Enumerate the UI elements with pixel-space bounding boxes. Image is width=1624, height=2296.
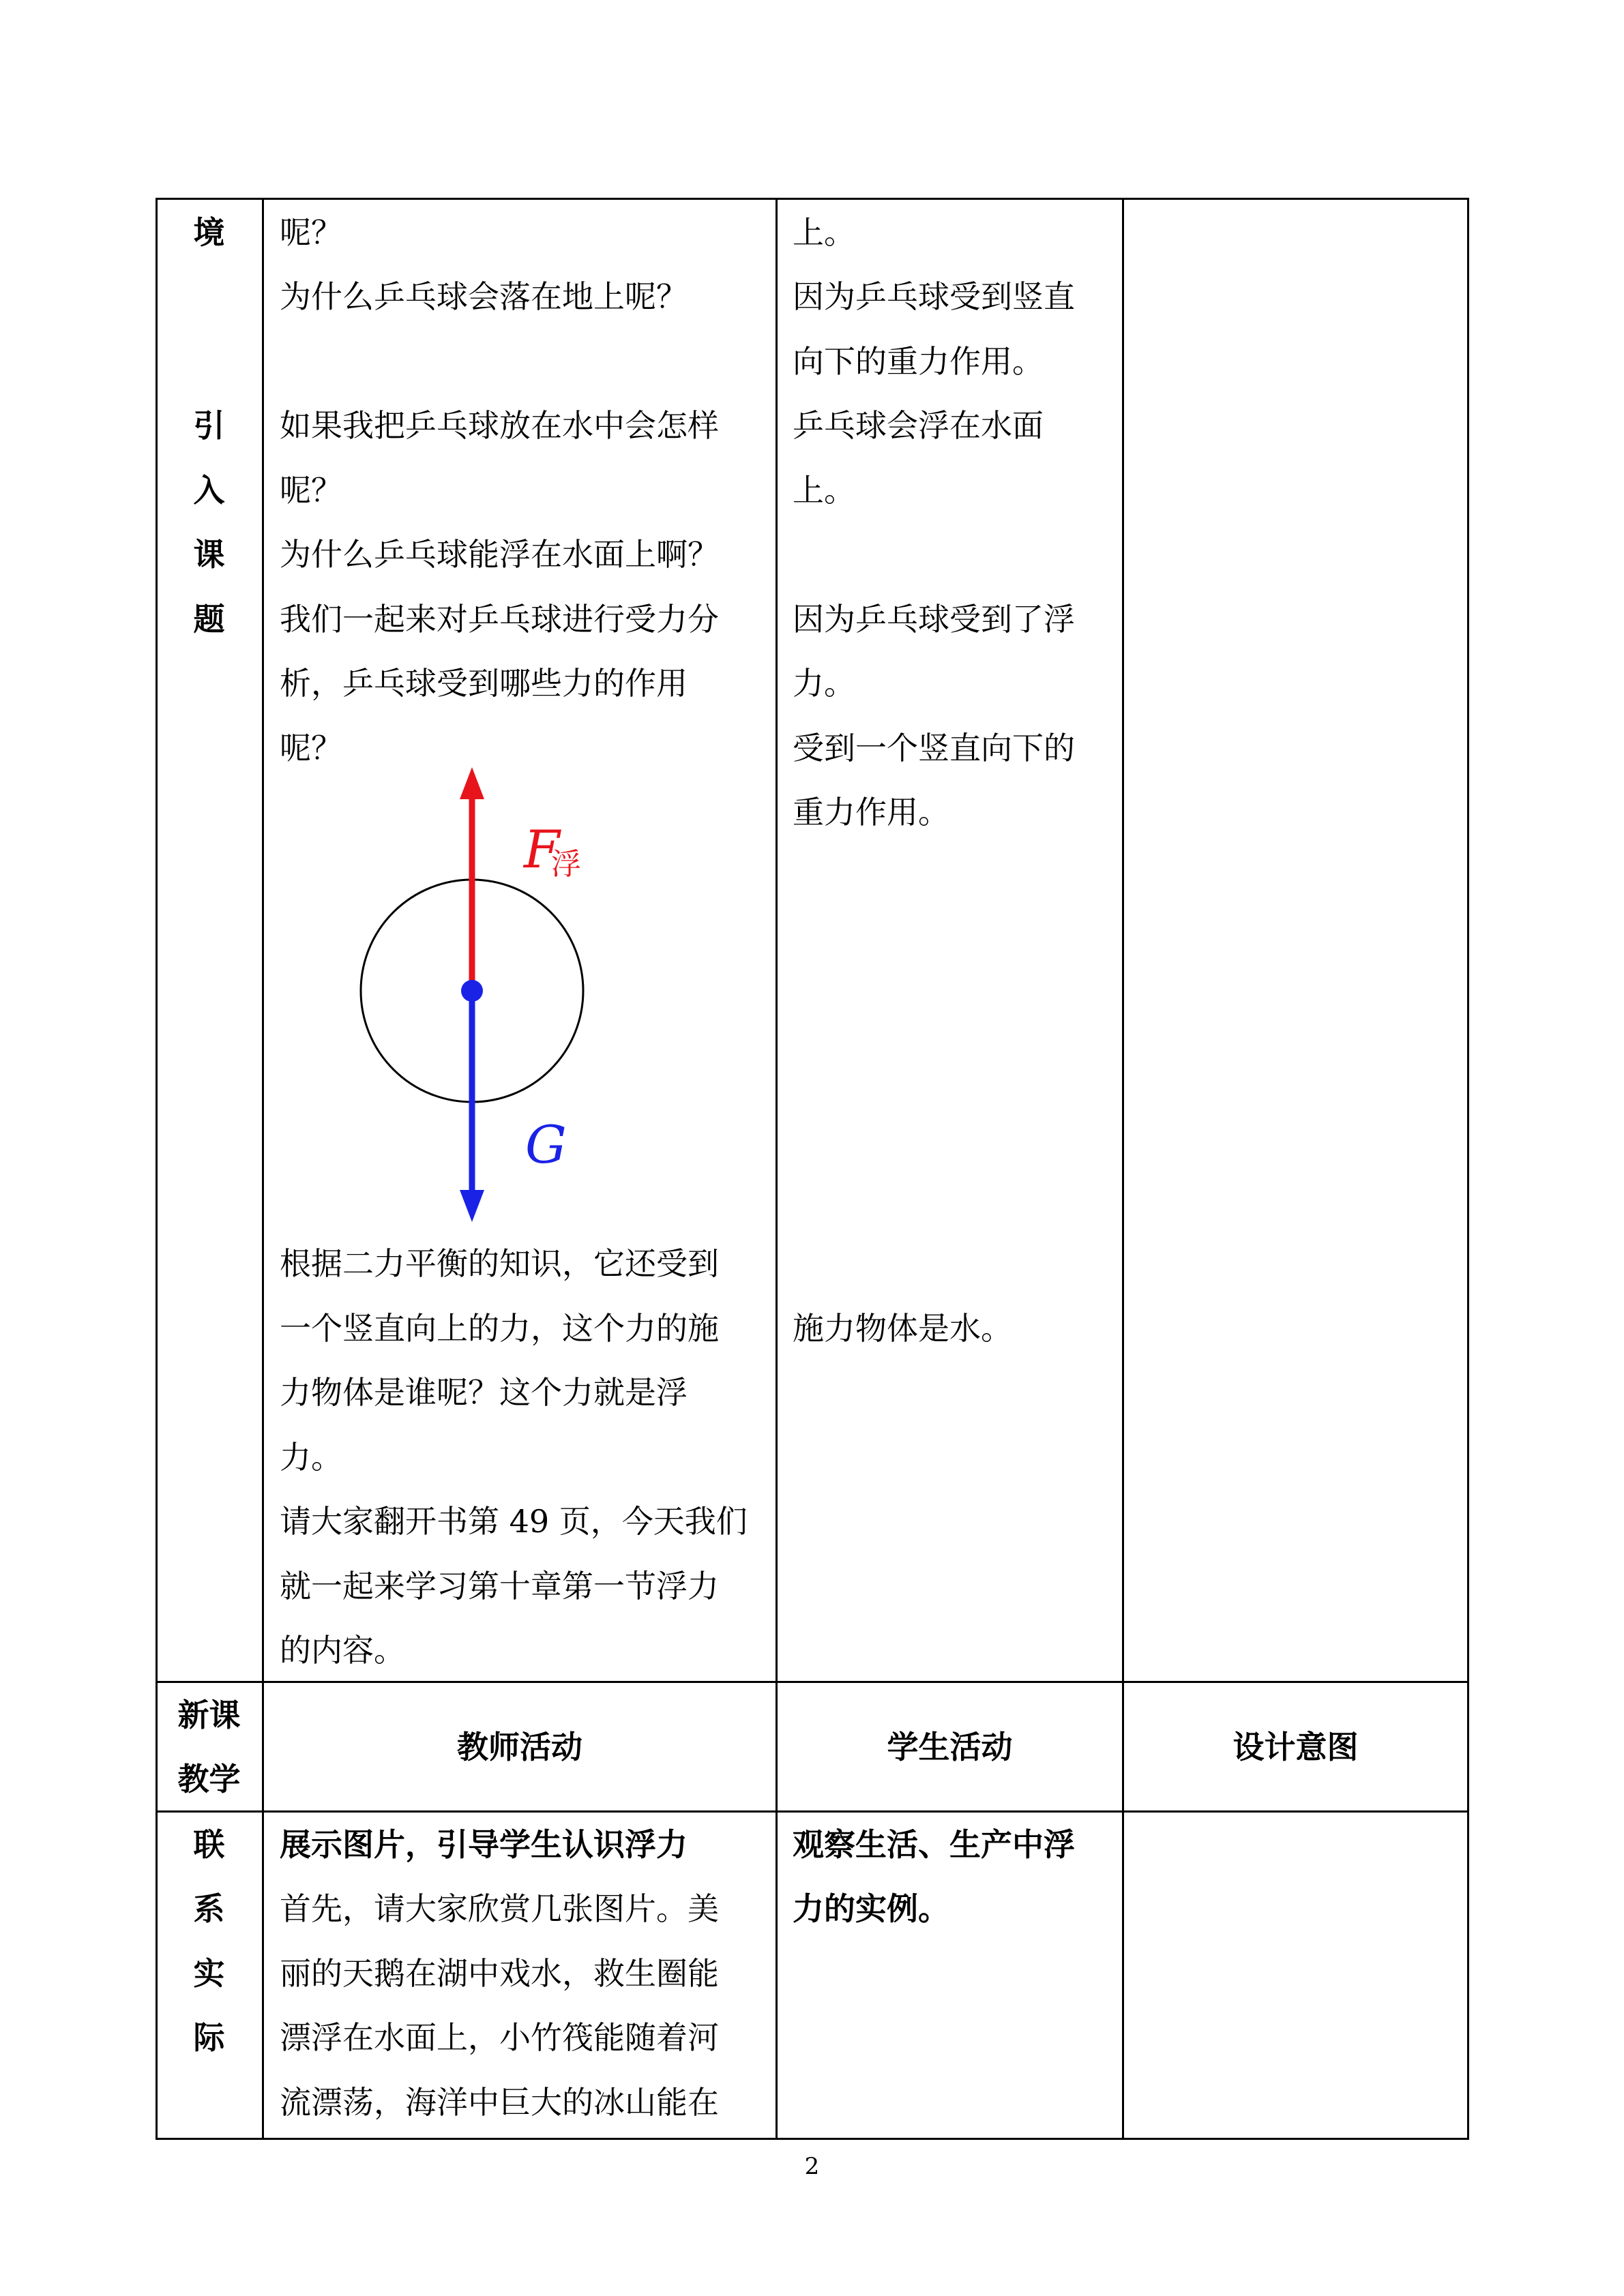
section-label-line: 新课	[177, 1697, 241, 1733]
center-of-mass-dot	[461, 980, 483, 1002]
table-border-bottom	[156, 2138, 1469, 2140]
buoyancy-label: F	[524, 819, 560, 880]
practice-label-char: 实	[193, 1955, 225, 1992]
design-intent-header: 设计意图	[1232, 1729, 1359, 1765]
student-text-line: 乒乓球会浮在水面	[793, 407, 1044, 444]
intro-label-char: 引	[193, 407, 225, 444]
student-text-line: 观察生活、生产中浮	[793, 1826, 1075, 1863]
page-number: 2	[804, 2153, 820, 2180]
teacher-text-line: 丽的天鹅在湖中戏水，救生圈能	[280, 1955, 719, 1992]
teacher-heading: 展示图片，引导学生认识浮力	[280, 1826, 688, 1863]
teacher-text-line: 呢？	[280, 214, 342, 251]
table-border-right	[1467, 198, 1469, 2140]
buoyancy-arrow-head	[460, 767, 484, 799]
practice-label-char: 际	[193, 2019, 225, 2056]
student-text-line: 重力作用。	[793, 794, 949, 831]
teacher-text-line: 就一起来学习第十章第一节浮力	[280, 1568, 719, 1605]
teacher-text-line: 流漂荡，海洋中巨大的冰山能在	[280, 2084, 719, 2121]
practice-label-char: 联	[193, 1826, 225, 1863]
teacher-text-line: 析，乒乓球受到哪些力的作用	[280, 665, 688, 702]
teacher-text-line: 力。	[280, 1439, 342, 1476]
section-label-line: 教学	[177, 1761, 241, 1798]
teacher-text-line: 我们一起来对乒乓球进行受力分	[280, 601, 719, 638]
student-text-line: 施力物体是水。	[793, 1310, 1012, 1347]
intro-label-char: 课	[193, 536, 225, 573]
student-activity-header: 学生活动	[887, 1729, 1013, 1765]
teacher-text-line: 的内容。	[280, 1632, 405, 1669]
student-text-line: 因为乒乓球受到了浮	[793, 601, 1075, 638]
table-row-divider-2	[156, 1810, 1469, 1813]
teacher-text-line: 呢？	[280, 730, 342, 766]
student-text-line: 力的实例。	[793, 1890, 949, 1927]
student-text-line: 因为乒乓球受到竖直	[793, 278, 1075, 315]
teacher-text-line: 首先，请大家欣赏几张图片。美	[280, 1890, 719, 1927]
teacher-text-line: 漂浮在水面上，小竹筏能随着河	[280, 2019, 719, 2056]
intro-label-top: 境	[193, 214, 225, 251]
teacher-text-line: 力物体是谁呢？这个力就是浮	[280, 1374, 688, 1411]
teacher-text-line: 如果我把乒乓球放在水中会怎样	[280, 407, 719, 444]
teacher-activity-header: 教师活动	[457, 1729, 582, 1765]
teacher-text-line: 请大家翻开书第 49 页，今天我们	[280, 1503, 748, 1540]
force-diagram	[327, 764, 628, 1227]
student-text-line: 上。	[793, 472, 855, 509]
student-text-line: 受到一个竖直向下的	[793, 730, 1075, 766]
table-column-divider-2	[776, 198, 778, 2140]
table-column-divider-1	[262, 198, 264, 2140]
student-text-line: 上。	[793, 214, 855, 251]
buoyancy-subscript: 浮	[551, 847, 581, 882]
practice-label-char: 系	[193, 1890, 225, 1927]
teacher-text-line: 为什么乒乓球能浮在水面上啊？	[280, 536, 719, 573]
teacher-text-line: 呢？	[280, 472, 342, 509]
table-border-top	[156, 198, 1469, 200]
student-text-line: 力。	[793, 665, 855, 702]
table-row-divider-1	[156, 1681, 1469, 1683]
gravity-arrow-head	[460, 1190, 484, 1222]
teacher-text-line: 为什么乒乓球会落在地上呢？	[280, 278, 688, 315]
teacher-text-line: 根据二力平衡的知识，它还受到	[280, 1245, 719, 1282]
intro-label-char: 题	[193, 601, 225, 638]
intro-label-char: 入	[193, 472, 225, 509]
teacher-text-line: 一个竖直向上的力，这个力的施	[280, 1310, 719, 1347]
student-text-line: 向下的重力作用。	[793, 343, 1044, 380]
table-column-divider-3	[1122, 198, 1124, 2140]
gravity-label: G	[525, 1114, 567, 1175]
